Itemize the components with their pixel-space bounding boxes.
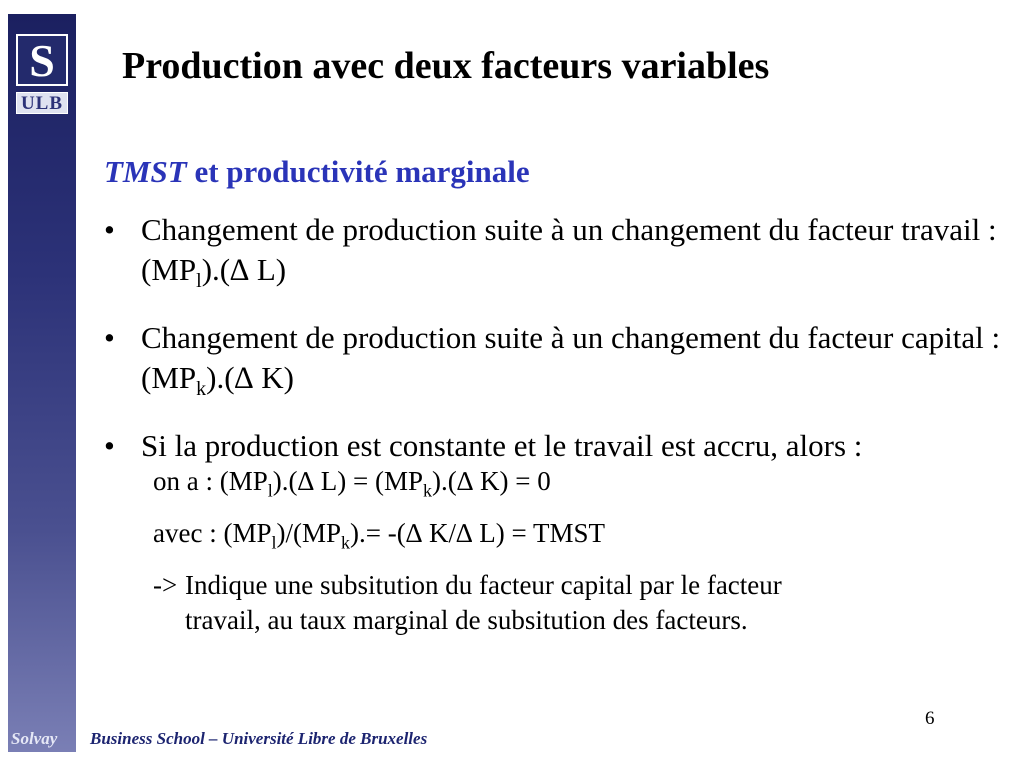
bullet-text: Si la production est constante et le travail est accru, alors : (141, 428, 863, 464)
bullet-dot: • (104, 212, 115, 247)
footer-solvay: Solvay (11, 729, 58, 748)
bullet-subscript: k (196, 378, 207, 401)
bullet-item-2 (104, 318, 1019, 409)
bullet-item-3 (104, 426, 1019, 466)
bullet-dot: • (104, 320, 115, 356)
bullet-text: Changement de production suite à un changement du facteur travail : (MP (141, 212, 997, 287)
footer-school-name: Business School – Université Libre de Bruxelles (90, 729, 428, 748)
bullet-list (104, 210, 1019, 483)
ulb-logo: ULB (16, 92, 68, 114)
logo-letter: S (29, 38, 55, 82)
bullet-item-1 (104, 210, 1019, 301)
arrow-marker: -> (153, 570, 178, 600)
solvay-logo-mark (22, 38, 62, 82)
subtitle-italic: TMST (104, 154, 187, 189)
bullet-text: Changement de production suite à un changement du facteur capital : (MP (141, 320, 1001, 396)
page-number: 6 (925, 708, 935, 729)
bullet-text-end: ).(∆ L) (201, 252, 287, 287)
subtitle-rest: et productivité marginale (186, 154, 530, 189)
bullet-subscript: l (196, 270, 202, 293)
sub-line-3: -> Indique une subsitution du facteur capital par le facteur travail, au taux marginal de subsitution des facteurs. (153, 570, 782, 635)
sub-line-2: avec : $(MP_l)/(MP_k).=$ -(∆ K/∆ L) = TMST (153, 518, 605, 553)
sub-line-1: on a : $(MP_l).(\Delta$ $L) = (MP_k).(\Delta$ K) = 0 (153, 466, 551, 501)
slide-title: Production avec deux facteurs variables (122, 45, 770, 87)
slide-subtitle (104, 154, 530, 190)
solvay-logo (16, 34, 68, 86)
bullet-dot: • (104, 428, 115, 464)
bullet-text-end: ).(∆ K) (206, 360, 294, 396)
sidebar-band (8, 14, 76, 752)
